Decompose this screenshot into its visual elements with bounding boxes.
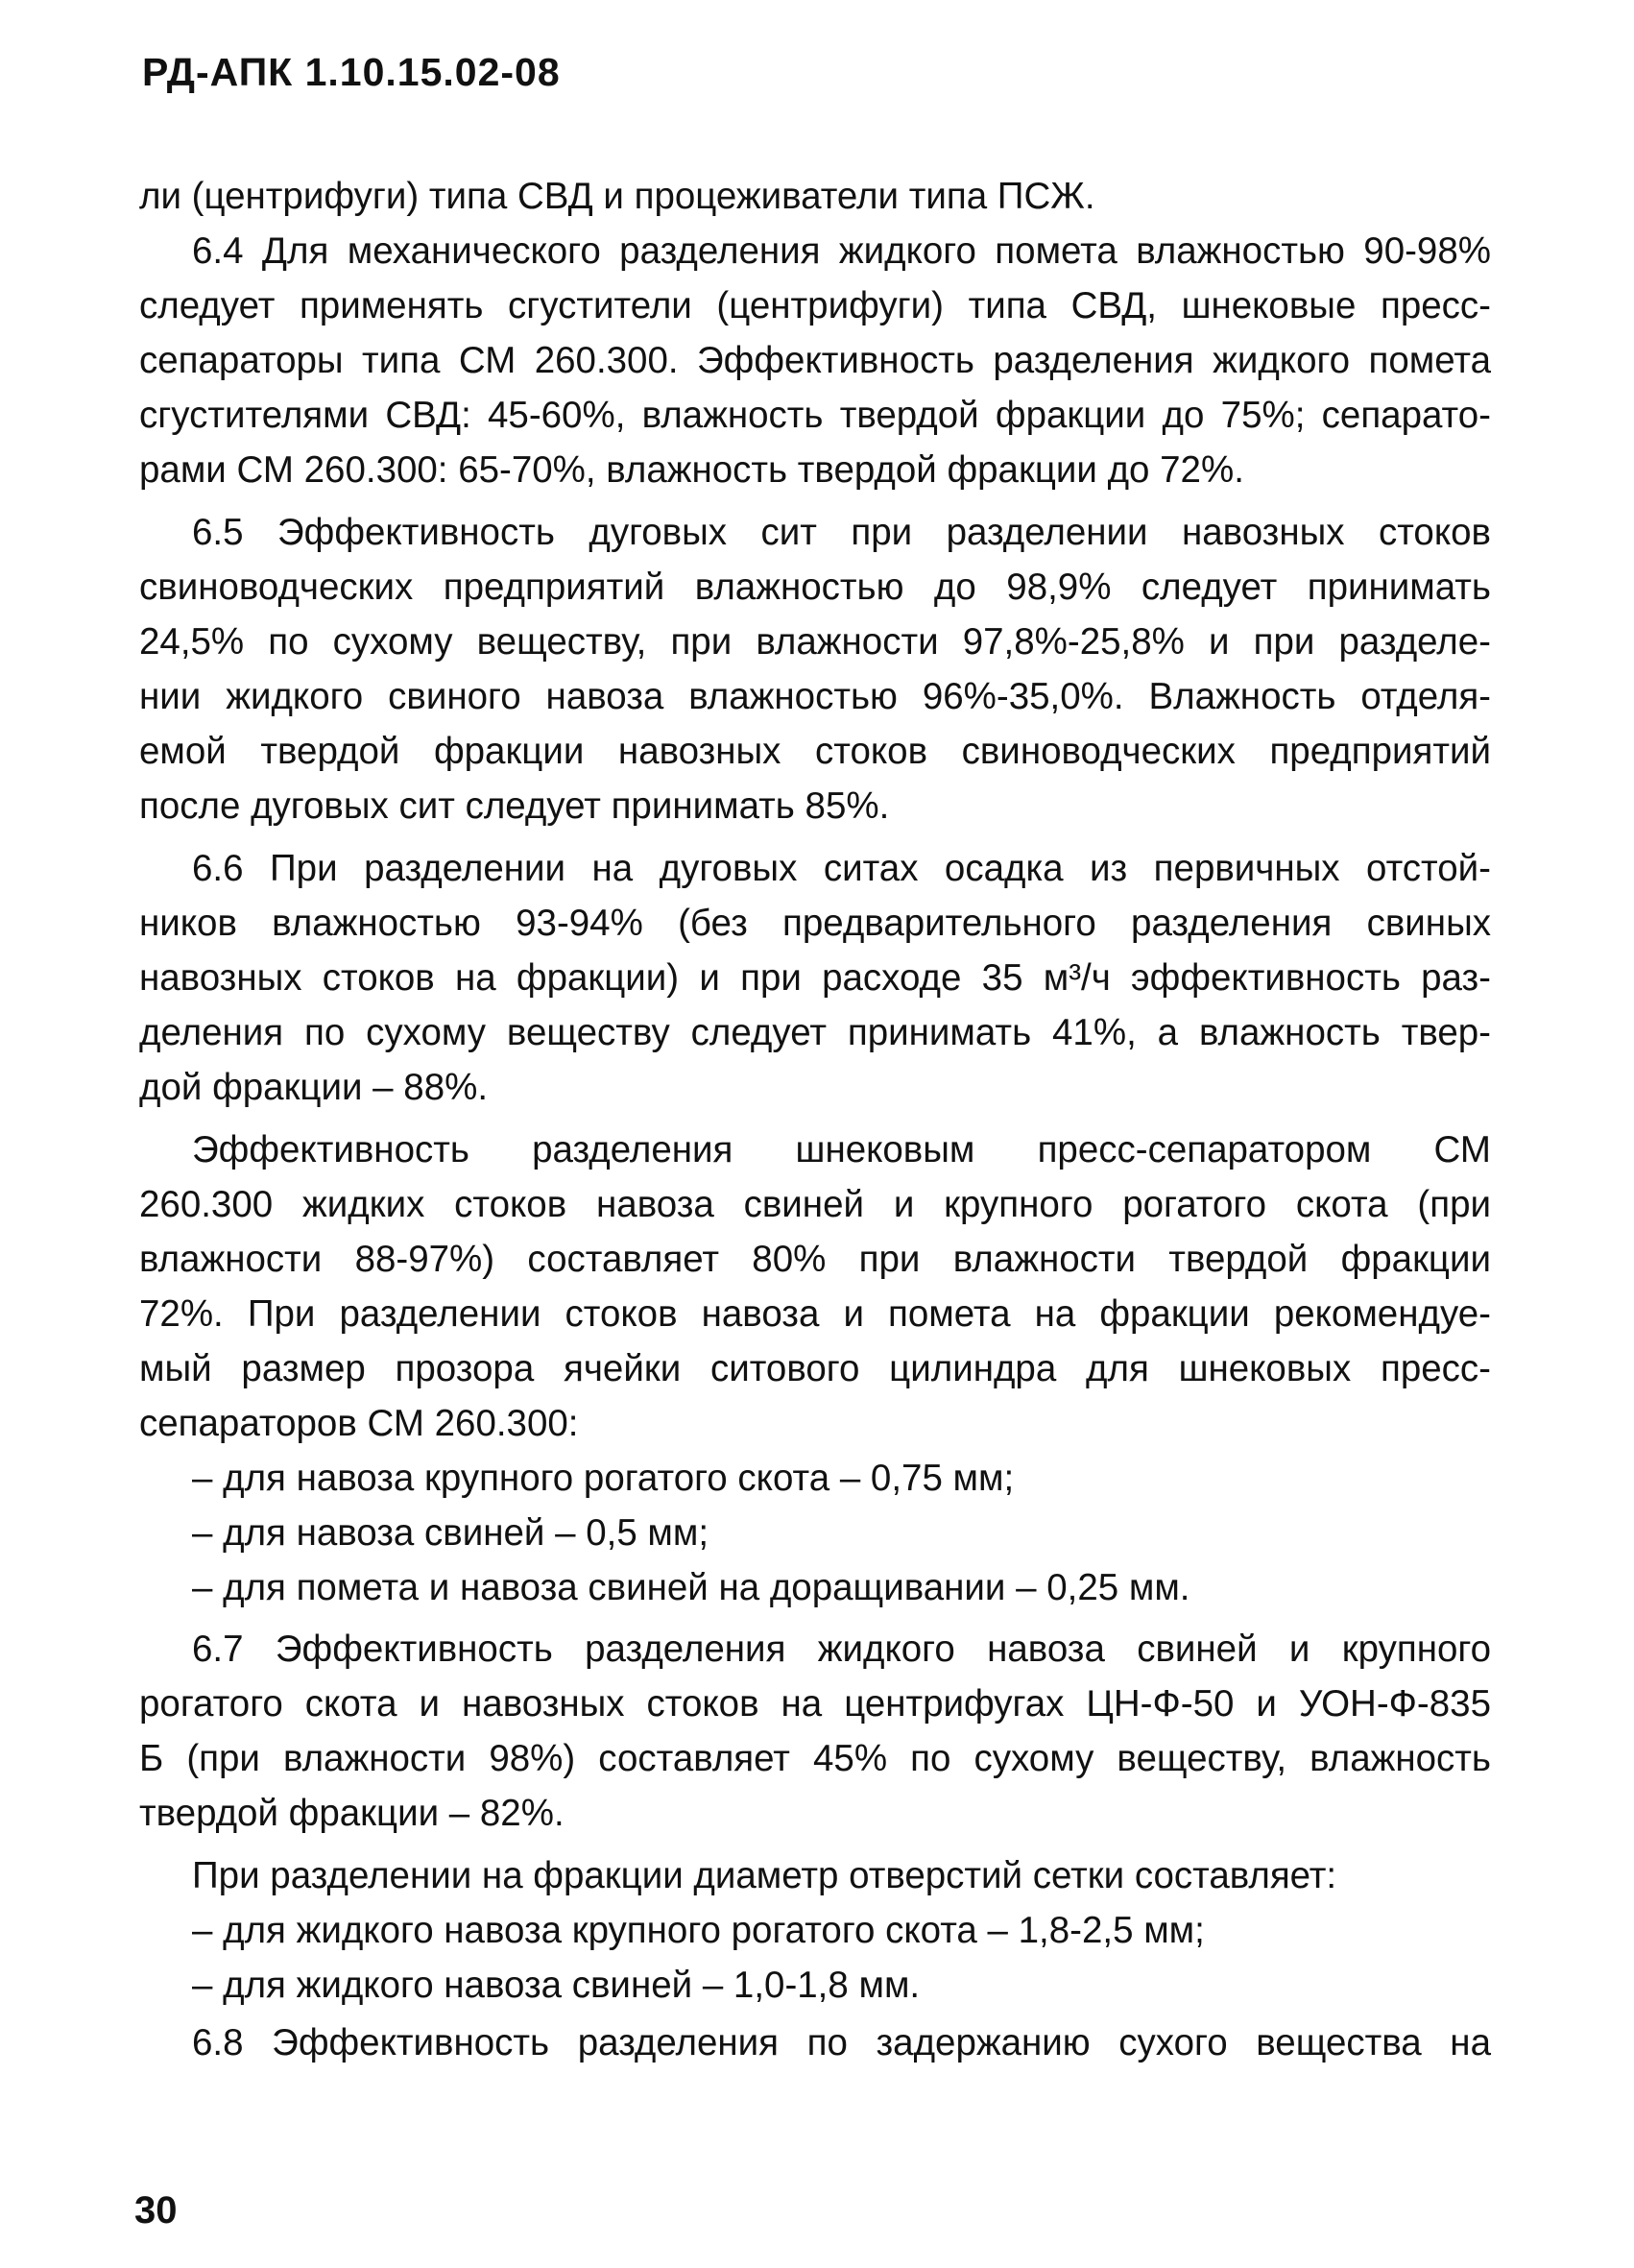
text-line: навозных стоков на фракции) и при расходе 35 м³/ч эффективность раз- <box>139 957 1491 999</box>
text-line: влажности 88-97%) составляет 80% при влажности твердой фракции <box>139 1239 1491 1280</box>
text-line: мый размер прозора ячейки ситового цилиндра для шнековых пресс- <box>139 1348 1491 1389</box>
list-item: – для жидкого навоза свиней – 1,0-1,8 мм. <box>192 1965 921 2006</box>
text-line: твердой фракции – 82%. <box>139 1793 565 1834</box>
list-item: – для помета и навоза свиней на доращивании – 0,25 мм. <box>192 1567 1190 1608</box>
text-line: 72%. При разделении стоков навоза и помета на фракции рекомендуе- <box>139 1293 1491 1335</box>
paragraph-6-4-start: 6.4 Для механического разделения жидкого помета влажностью 90-98% <box>192 230 1491 272</box>
text-line: рами СМ 260.300: 65-70%, влажность твердой фракции до 72%. <box>139 449 1244 491</box>
text-line: дой фракции – 88%. <box>139 1067 489 1108</box>
paragraph-separator-start: Эффективность разделения шнековым пресс-сепаратором СМ <box>192 1129 1491 1170</box>
text-line: деления по сухому веществу следует принимать 41%, а влажность твер- <box>139 1012 1491 1053</box>
list-item: – для навоза свиней – 0,5 мм; <box>192 1512 709 1554</box>
text-line: 260.300 жидких стоков навоза свиней и крупного рогатого скота (при <box>139 1184 1491 1225</box>
text-line: нии жидкого свиного навоза влажностью 96%-35,0%. Влажность отделя- <box>139 676 1491 717</box>
list-item: – для жидкого навоза крупного рогатого скота – 1,8-2,5 мм; <box>192 1910 1205 1951</box>
paragraph-6-7-start: 6.7 Эффективность разделения жидкого навоза свиней и крупного <box>192 1629 1491 1670</box>
text-line: ли (центрифуги) типа СВД и процеживатели типа ПСЖ. <box>139 176 1095 217</box>
text-line: сепараторов СМ 260.300: <box>139 1403 579 1444</box>
text-line: свиноводческих предприятий влажностью до 98,9% следует принимать <box>139 567 1491 608</box>
paragraph-6-8-start: 6.8 Эффективность разделения по задержанию сухого вещества на <box>192 2022 1491 2063</box>
paragraph-diameter-start: При разделении на фракции диаметр отверстий сетки составляет: <box>192 1855 1337 1896</box>
text-line: сгустителями СВД: 45-60%, влажность твердой фракции до 75%; сепарато- <box>139 395 1491 436</box>
page-number: 30 <box>134 2189 178 2232</box>
text-line: рогатого скота и навозных стоков на центрифугах ЦН-Ф-50 и УОН-Ф-835 <box>139 1683 1491 1725</box>
list-item: – для навоза крупного рогатого скота – 0,75 мм; <box>192 1458 1015 1499</box>
document-code-header: РД-АПК 1.10.15.02-08 <box>142 50 561 94</box>
text-line: ников влажностью 93-94% (без предварительного разделения свиных <box>139 903 1491 944</box>
paragraph-6-5-start: 6.5 Эффективность дуговых сит при разделении навозных стоков <box>192 512 1491 553</box>
text-line: сепараторы типа СМ 260.300. Эффективность разделения жидкого помета <box>139 340 1491 381</box>
paragraph-6-6-start: 6.6 При разделении на дуговых ситах осадка из первичных отстой- <box>192 848 1491 889</box>
text-line: Б (при влажности 98%) составляет 45% по сухому веществу, влажность <box>139 1738 1491 1779</box>
text-line: следует применять сгустители (центрифуги) типа СВД, шнековые пресс- <box>139 285 1491 326</box>
text-line: емой твердой фракции навозных стоков свиноводческих предприятий <box>139 731 1491 772</box>
text-line: после дуговых сит следует принимать 85%. <box>139 785 890 827</box>
text-line: 24,5% по сухому веществу, при влажности 97,8%-25,8% и при разделе- <box>139 621 1491 663</box>
